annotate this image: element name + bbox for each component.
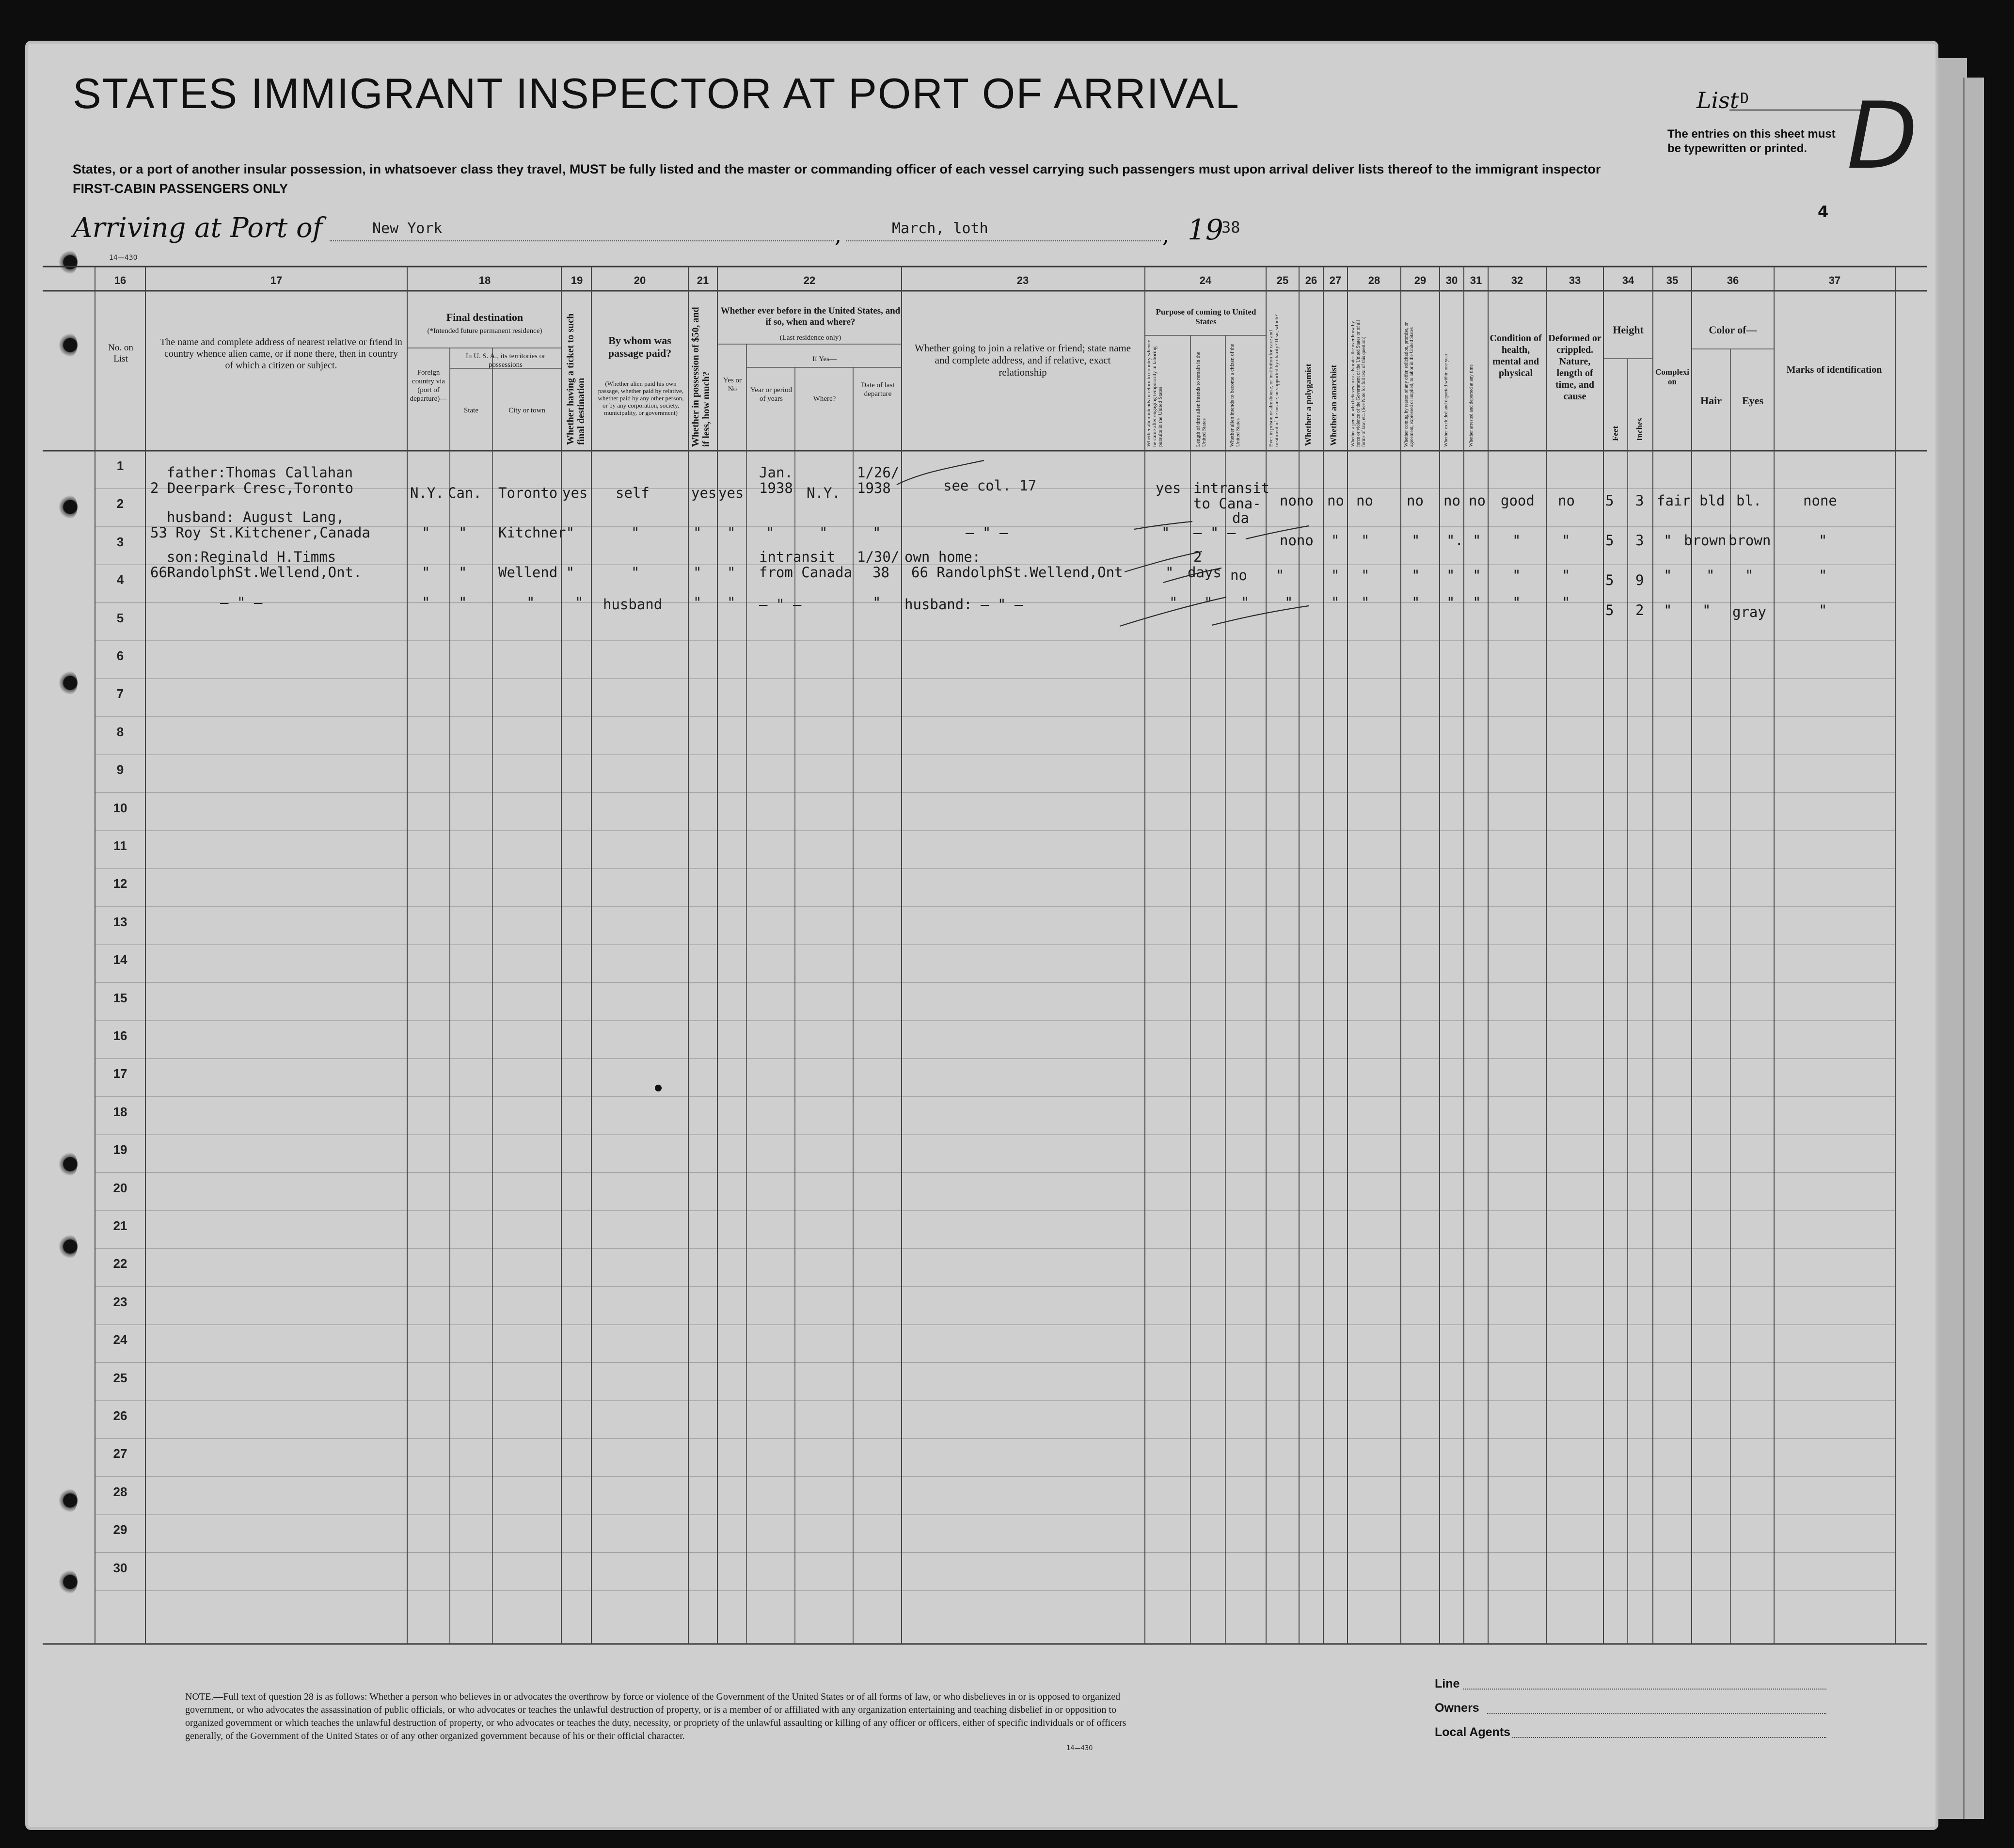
col28-header: Whether a person who believes in or advocates the overthrow by force or violence of the Government of the United States or of all forms of law, etc. (See Note for full text of this question) <box>1350 320 1366 447</box>
col21-header: Whether in possession of $50, and if less, how much? <box>690 307 712 447</box>
relative-address-line1: son:Reginald H.Timms <box>167 549 336 565</box>
eyes: bl. <box>1736 492 1762 509</box>
relative-address-line2: 53 Roy St.Kitchener,Canada <box>150 524 370 541</box>
marks: " <box>1819 567 1827 584</box>
destination-city: Wellend " <box>498 564 575 581</box>
health: good <box>1501 492 1535 509</box>
destination-state: Can. <box>448 485 482 501</box>
binder-hole <box>59 1488 78 1513</box>
col22-subtitle: (Last residence only) <box>779 334 841 342</box>
port-value: New York <box>372 220 443 237</box>
sheet-number: 4 <box>1818 203 1829 221</box>
column-number: 37 <box>1828 274 1841 286</box>
year-line1: Jan. <box>759 464 793 481</box>
row-number: 9 <box>116 762 124 777</box>
purpose: " <box>1169 594 1178 611</box>
relative-address-line1: – " – <box>220 594 263 611</box>
page-edge <box>1936 58 1967 1819</box>
departure-line2: 1938 <box>857 480 891 496</box>
row-number: 10 <box>113 800 127 815</box>
foreign-via: " <box>422 564 430 581</box>
col24c-header: Whether alien intends to become a citizen of the United States <box>1229 344 1241 447</box>
polygamist: " <box>1331 594 1340 611</box>
citizen: " <box>1241 594 1250 611</box>
col18-state: State <box>464 407 478 414</box>
row-number: 12 <box>113 876 127 891</box>
ever-before: " <box>727 524 736 541</box>
col37-header: Marks of identification <box>1786 364 1882 375</box>
col29-value: no <box>1407 492 1424 509</box>
row-number: 2 <box>116 496 124 511</box>
line-label: Line <box>1435 1677 1460 1690</box>
col22-date: Date of last departure <box>861 381 895 398</box>
polygamist: no <box>1327 492 1344 509</box>
year-prefix: 19 <box>1188 213 1223 246</box>
length-line1: intransit <box>1193 480 1270 496</box>
col31-header: Whether arrested and deported at any time <box>1469 364 1474 447</box>
page-title: STATES IMMIGRANT INSPECTOR AT PORT OF ARRIVAL <box>73 69 1240 117</box>
col30-value: " <box>1446 567 1455 584</box>
col25-header: Ever in prison or almshouse, or institution for care and treatment of the insane, or supported by charity? If so, which? <box>1268 314 1280 447</box>
col30-value: ". <box>1446 532 1463 549</box>
deformed: no <box>1558 492 1575 509</box>
height-inches: 9 <box>1635 572 1644 588</box>
column-number: 20 <box>634 274 646 286</box>
complexion: " <box>1664 532 1672 549</box>
comma: , <box>835 223 841 248</box>
hair: bld <box>1699 492 1725 509</box>
where: " <box>819 524 828 541</box>
departure-line2: 38 <box>872 564 889 581</box>
binder-hole <box>59 1234 78 1259</box>
col28-value: " <box>1361 567 1370 584</box>
column-number: 33 <box>1569 274 1581 286</box>
destination-state: " <box>459 564 467 581</box>
joining-line1: own home: <box>904 549 981 565</box>
col28-value: " <box>1361 532 1370 549</box>
column-number: 28 <box>1368 274 1380 286</box>
eyes: brown <box>1729 532 1771 549</box>
health: " <box>1512 532 1521 549</box>
column-number: 26 <box>1305 274 1317 286</box>
col30-value: " <box>1446 594 1455 611</box>
col35-header: Complexion <box>1655 367 1689 386</box>
col27-header: Whether an anarchist <box>1329 364 1338 446</box>
agents-label: Local Agents <box>1435 1725 1511 1739</box>
agents-field <box>1512 1737 1826 1738</box>
complexion: " <box>1664 602 1672 618</box>
height-feet: 5 <box>1605 492 1614 509</box>
col33-header: Deformed or crippled. Nature, length of time, and cause <box>1548 333 1602 402</box>
list-value: D <box>1740 90 1749 107</box>
binder-hole <box>59 250 78 275</box>
col20-subtitle: (Whether alien paid his own passage, whether paid by relative, whether paid by any other person, or by any corporation, society, municipality, or government) <box>598 380 684 416</box>
height-inches: 3 <box>1635 532 1644 549</box>
col24a-header: Whether alien intends to return to country whence he came after engaging temporarily in laboring pursuits in the United States <box>1146 340 1163 447</box>
length-line1: 2 <box>1193 549 1202 565</box>
foreign-via: " <box>422 524 430 541</box>
column-number: 36 <box>1727 274 1739 286</box>
relative-address-line1: husband: August Lang, <box>167 509 345 525</box>
footer-form-number: 14—430 <box>1066 1745 1093 1752</box>
typewritten-note-line2: be typewritten or printed. <box>1667 142 1808 155</box>
prison: nono <box>1280 532 1314 549</box>
ever-before: " <box>727 594 736 611</box>
col30-value: no <box>1443 492 1460 509</box>
arrival-date: March, loth <box>892 220 988 237</box>
destination-city: Toronto <box>498 485 558 501</box>
row-number: 1 <box>116 458 124 473</box>
col29-value: " <box>1411 567 1420 584</box>
row-number: 22 <box>113 1256 127 1271</box>
destination-city: Kitchner" <box>498 524 575 541</box>
health: " <box>1512 567 1521 584</box>
row-number: 17 <box>113 1066 127 1081</box>
col26-header: Whether a polygamist <box>1303 363 1313 446</box>
col29-value: " <box>1411 594 1420 611</box>
row-number: 24 <box>113 1332 127 1347</box>
typewritten-note-line1: The entries on this sheet must <box>1667 127 1836 141</box>
instruction-text: States, or a port of another insular possession, in whatsoever class they travel, MUST be fully listed and the master or commanding officer of each vessel carrying such passengers must upon arrival deliver lists thereof to the immigrant inspector <box>73 162 1601 176</box>
col22-yesno: Yes or No <box>723 377 742 393</box>
joining: husband: – " – <box>904 596 1023 613</box>
departure: " <box>872 594 881 611</box>
column-number: 27 <box>1329 274 1342 286</box>
ever-before: yes <box>718 485 744 501</box>
row-number: 29 <box>113 1522 127 1537</box>
hair: brown <box>1684 532 1727 549</box>
row-number: 19 <box>113 1142 127 1157</box>
relative-address-line1: father:Thomas Callahan <box>167 464 353 481</box>
deformed: " <box>1562 532 1570 549</box>
deformed: " <box>1562 594 1570 611</box>
port-field-line <box>330 240 834 241</box>
col34-title: Height <box>1613 324 1644 336</box>
column-number: 31 <box>1470 274 1482 286</box>
col32-header: Condition of health, mental and physical <box>1490 333 1542 379</box>
row-number: 3 <box>116 534 124 549</box>
fifty-dollars: " <box>693 564 702 581</box>
col28-value: no <box>1356 492 1373 509</box>
where: N.Y. <box>807 485 840 501</box>
col24-title: Purpose of coming to United States <box>1156 307 1256 326</box>
row-number: 14 <box>113 952 127 967</box>
purpose: yes <box>1156 480 1181 496</box>
destination-city: " <box>526 594 535 611</box>
length: " <box>1204 594 1213 611</box>
column-number: 21 <box>697 274 709 286</box>
complexion: " <box>1664 567 1672 584</box>
complexion: fair <box>1657 492 1691 509</box>
marks: none <box>1803 492 1837 509</box>
citizen: no <box>1230 567 1247 584</box>
col18-title: Final destination <box>446 311 523 323</box>
height-inches: 3 <box>1635 492 1644 509</box>
col36-hair: Hair <box>1700 395 1722 407</box>
length: – " – <box>1193 524 1236 541</box>
row-number: 16 <box>113 1028 127 1043</box>
height-feet: 5 <box>1605 532 1614 549</box>
col31-value: " <box>1473 567 1481 584</box>
row-number: 8 <box>116 724 124 739</box>
col36-title: Color of— <box>1709 324 1757 336</box>
col22-year: Year or period of years <box>750 386 792 403</box>
col22-title: Whether ever before in the United States, and if so, when and where? <box>720 306 901 327</box>
height-inches: 2 <box>1635 602 1644 618</box>
page-edge <box>1963 78 1984 1819</box>
year-line1: intransit <box>759 549 836 565</box>
list-handwritten-mark: D <box>1847 82 1918 190</box>
row-number: 7 <box>116 686 124 701</box>
line-field <box>1463 1689 1826 1690</box>
col30-header: Whether excluded and deported within one year <box>1443 353 1449 447</box>
column-number: 18 <box>478 274 491 286</box>
col36-eyes: Eyes <box>1742 395 1763 407</box>
row-number: 30 <box>113 1560 127 1575</box>
joining: – " – <box>966 524 1008 541</box>
column-number: 23 <box>1016 274 1029 286</box>
eyes: gray <box>1732 604 1766 620</box>
departure-line1: 1/30/ <box>857 549 900 565</box>
col18-subtitle: (*Intended future permanent residence) <box>427 327 542 335</box>
year-line2: 1938 <box>759 480 793 496</box>
height-feet: 5 <box>1605 602 1614 618</box>
row-number: 13 <box>113 914 127 929</box>
col19-header: Whether having a ticket to such final destination <box>565 313 587 445</box>
col18-foreign: Foreign country via (port of departure)— <box>410 369 447 403</box>
prison: " <box>1276 567 1285 584</box>
col18-usa: In U. S. A., its territories or possessions <box>465 352 546 369</box>
date-field-line <box>846 240 1161 241</box>
year: " <box>766 524 775 541</box>
departure: " <box>872 524 881 541</box>
column-number: 35 <box>1666 274 1679 286</box>
eyes: " <box>1745 567 1754 584</box>
owners-label: Owners <box>1435 1701 1479 1715</box>
foreign-via: " <box>422 594 430 611</box>
marks: " <box>1819 532 1827 549</box>
year-line2: from Canada <box>759 564 853 581</box>
column-number: 25 <box>1276 274 1289 286</box>
row-number: 5 <box>116 610 124 625</box>
col28-value: " <box>1361 594 1370 611</box>
health: " <box>1512 594 1521 611</box>
col17-header: The name and complete address of nearest relative or friend in country whence alien came, or if none there, then in country of which a citizen or subject. <box>160 337 402 371</box>
relative-address-line2: 2 Deerpark Cresc,Toronto <box>150 480 354 496</box>
row-number: 27 <box>113 1446 127 1461</box>
binder-hole <box>59 1152 78 1177</box>
row-number: 25 <box>113 1370 127 1385</box>
column-number: 34 <box>1622 274 1634 286</box>
passage-paid-by: self <box>616 485 650 501</box>
fifty-dollars: yes <box>691 485 717 501</box>
deformed: " <box>1562 567 1570 584</box>
year: – " – <box>759 596 802 613</box>
comma: , <box>1162 223 1169 248</box>
typewritten-note <box>1667 127 1836 156</box>
owners-field <box>1487 1713 1826 1714</box>
binder-hole <box>59 332 78 358</box>
column-number: 30 <box>1445 274 1458 286</box>
col34-feet: Feet <box>1611 426 1620 441</box>
col23-header: Whether going to join a relative or friend; state name and complete address, and if relative, exact relationship <box>914 342 1131 378</box>
row-number: 21 <box>113 1218 127 1233</box>
binder-hole <box>59 670 78 695</box>
marks: " <box>1819 602 1827 618</box>
arriving-label: Arriving at Port of <box>73 212 323 244</box>
col24b-header: Length of time alien intends to remain in the United States <box>1195 351 1207 447</box>
passage-paid-by: husband <box>603 596 663 613</box>
col29-value: " <box>1411 532 1420 549</box>
col20-title: By whom was passage paid? <box>608 334 672 359</box>
relative-address-line2: 66RandolphSt.Wellend,Ont. <box>150 564 362 581</box>
row-number: 6 <box>116 648 124 663</box>
column-number: 32 <box>1511 274 1523 286</box>
length-line2: days <box>1188 564 1221 581</box>
ticket: " <box>575 594 584 611</box>
row-number: 28 <box>113 1484 127 1499</box>
passage-paid-by: " <box>631 524 640 541</box>
row-number: 20 <box>113 1180 127 1195</box>
cabin-class: FIRST-CABIN PASSENGERS ONLY <box>73 181 288 196</box>
foreign-via: N.Y. <box>410 485 444 501</box>
length-line2: to Cana- <box>1193 495 1261 512</box>
ever-before: " <box>727 564 736 581</box>
hair: " <box>1706 567 1715 584</box>
row-number: 18 <box>113 1104 127 1119</box>
column-number: 16 <box>114 274 127 286</box>
col18-city: City or town <box>508 407 545 414</box>
fifty-dollars: " <box>693 594 702 611</box>
col22-where: Where? <box>813 395 836 403</box>
manifest-sheet <box>28 44 1935 1827</box>
purpose: " <box>1165 564 1174 581</box>
column-number: 17 <box>270 274 283 286</box>
list-label: List <box>1697 87 1739 113</box>
col31-value: " <box>1473 532 1481 549</box>
col31-value: " <box>1473 594 1481 611</box>
col31-value: no <box>1469 492 1486 509</box>
fifty-dollars: " <box>693 524 702 541</box>
column-number: 22 <box>803 274 816 286</box>
row-number: 4 <box>116 572 124 587</box>
row-number: 11 <box>113 838 127 853</box>
joining: see col. 17 <box>943 477 1037 494</box>
row-number: 23 <box>113 1294 127 1309</box>
purpose: " <box>1161 524 1170 541</box>
prison: " <box>1285 594 1293 611</box>
column-number: 19 <box>571 274 583 286</box>
column-number: 24 <box>1199 274 1212 286</box>
year-suffix: 38 <box>1221 218 1240 237</box>
row-number: 26 <box>113 1408 127 1423</box>
departure-line1: 1/26/ <box>857 464 900 481</box>
hair: " <box>1702 602 1711 618</box>
polygamist: " <box>1331 567 1340 584</box>
col16-header: No. on List <box>108 343 133 364</box>
binder-hole <box>59 1569 78 1595</box>
col22-ifyes: If Yes— <box>812 355 837 363</box>
question-28-note: NOTE.—Full text of question 28 is as follows: Whether a person who believes in or advocates the overthrow by force or violence of the Government of the United States or of all forms of law, or who disbelieves in or is opposed to organized government, or who advocates the assassination of public officials, or who advocates or teaches the unlawful destruction of property, or is a member of or affiliated with any organization entertaining and teaching disbelief in or opposition to organized government or which teaches the unlawful destruction of property, or who advocates or teaches the duty, necessity, or propriety of the unlawful assaulting or killing of any officer or officers, either of specific individuals or of officers generally, of the Government of the United States or of any other organized government because of his or their official character. <box>185 1691 1126 1741</box>
form-number: 14—430 <box>109 254 138 262</box>
prison: nono <box>1280 492 1314 509</box>
row-number: 15 <box>113 990 127 1005</box>
height-feet: 5 <box>1605 572 1614 588</box>
destination-state: " <box>459 524 467 541</box>
col29-header: Whether coming by reason of any offer, solicitation, promise, or agreement, expressed or implied, to labor in the United States <box>1404 322 1414 447</box>
binder-hole <box>59 494 78 520</box>
col34-inches: Inches <box>1635 418 1644 441</box>
column-number: 29 <box>1414 274 1427 286</box>
polygamist: " <box>1331 532 1340 549</box>
passage-paid-by: " <box>631 564 640 581</box>
destination-state: " <box>459 594 467 611</box>
ticket: yes <box>562 485 588 501</box>
length-line3: da <box>1232 510 1249 526</box>
joining-line2: 66 RandolphSt.Wellend,Ont <box>911 564 1123 581</box>
